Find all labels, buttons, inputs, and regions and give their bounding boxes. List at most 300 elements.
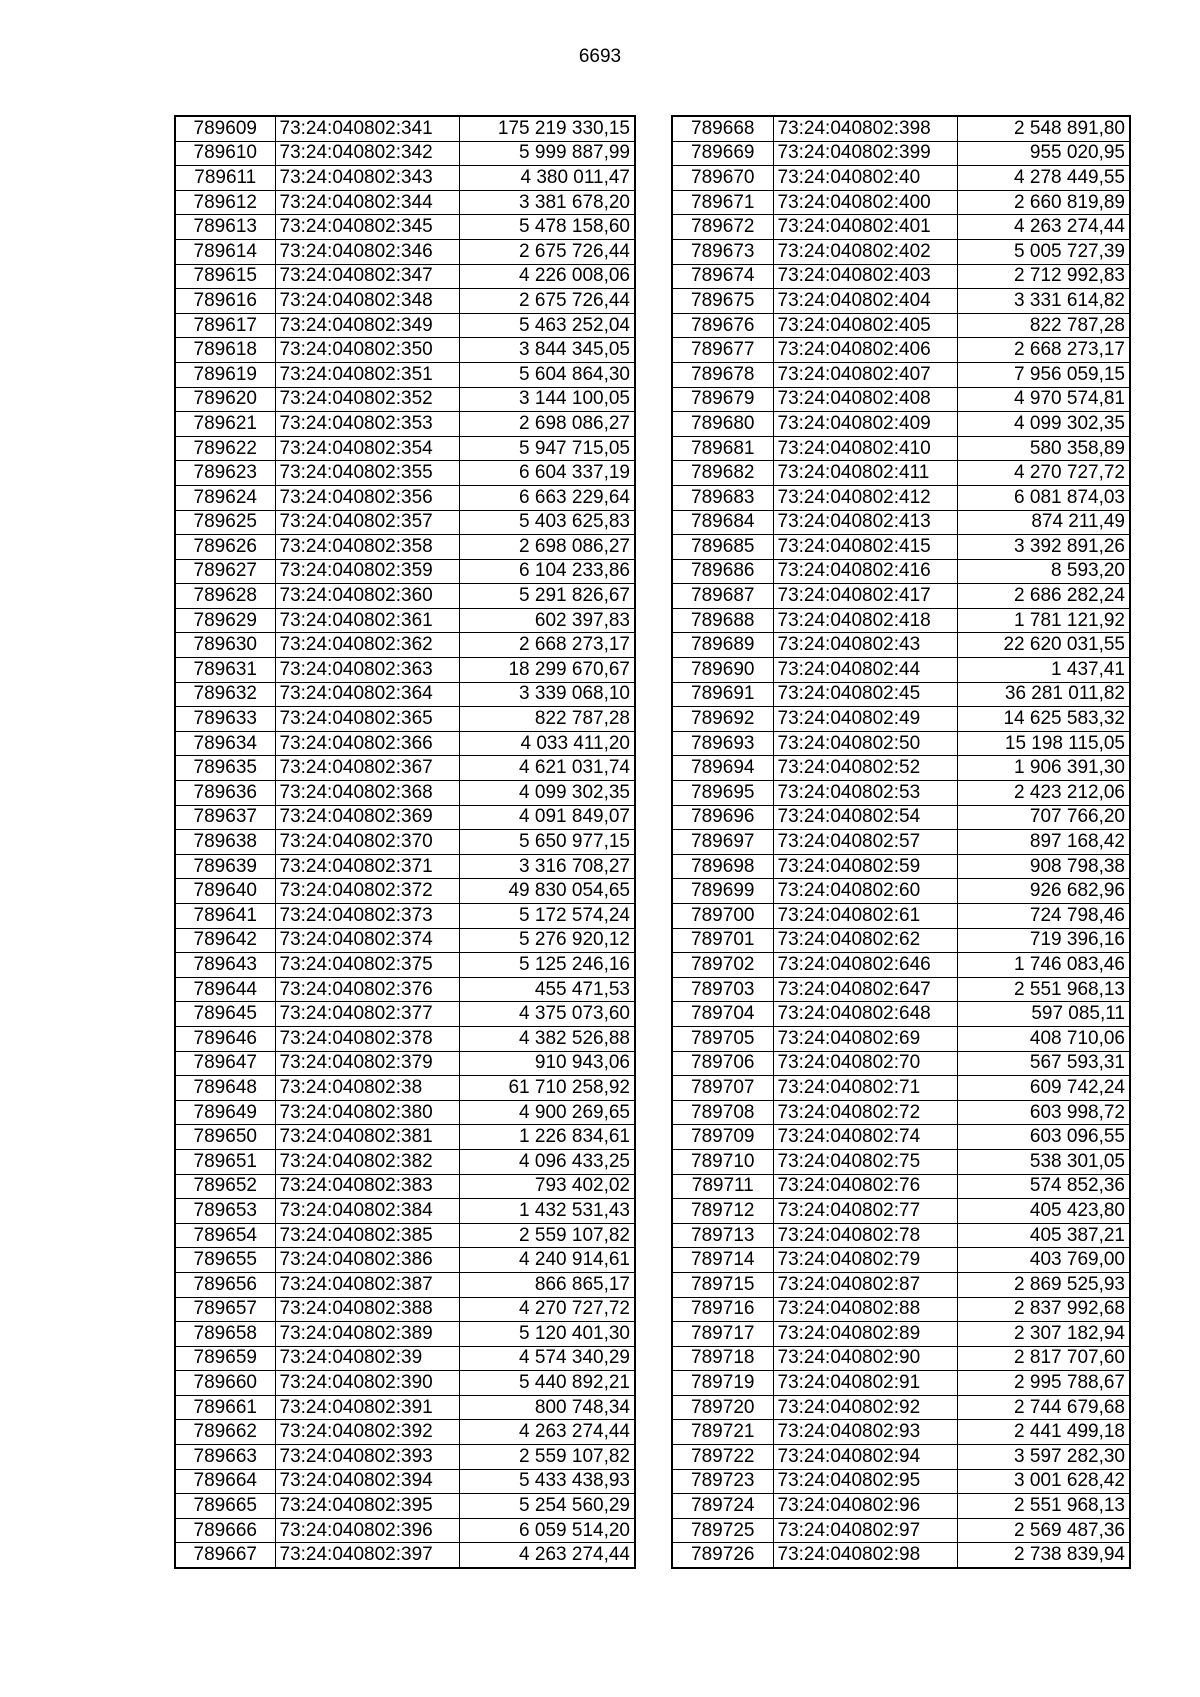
value-cell: 14 625 583,32 bbox=[957, 707, 1130, 732]
value-cell: 6 104 233,86 bbox=[459, 559, 635, 584]
table-row bbox=[672, 1395, 1130, 1420]
cadastral-number-cell: 73:24:040802:93 bbox=[773, 1420, 957, 1445]
row-number-cell: 789656 bbox=[175, 1272, 275, 1297]
table-row bbox=[672, 412, 1130, 437]
row-number-cell: 789680 bbox=[672, 412, 773, 437]
row-number-cell: 789696 bbox=[672, 805, 773, 830]
table-row bbox=[175, 461, 635, 486]
row-number-cell: 789699 bbox=[672, 879, 773, 904]
row-number-cell: 789648 bbox=[175, 1076, 275, 1101]
table-row bbox=[175, 731, 635, 756]
value-cell: 5 125 246,16 bbox=[459, 953, 635, 978]
table-row bbox=[175, 682, 635, 707]
table-row bbox=[672, 289, 1130, 314]
table-row bbox=[672, 928, 1130, 953]
cadastral-number-cell: 73:24:040802:40 bbox=[773, 166, 957, 191]
cadastral-number-cell: 73:24:040802:356 bbox=[275, 485, 459, 510]
value-cell: 874 211,49 bbox=[957, 510, 1130, 535]
value-cell: 724 798,46 bbox=[957, 904, 1130, 929]
cadastral-number-cell: 73:24:040802:365 bbox=[275, 707, 459, 732]
row-number-cell: 789670 bbox=[672, 166, 773, 191]
row-number-cell: 789701 bbox=[672, 928, 773, 953]
table-row bbox=[175, 190, 635, 215]
row-number-cell: 789726 bbox=[672, 1543, 773, 1568]
cadastral-number-cell: 73:24:040802:398 bbox=[773, 116, 957, 141]
cadastral-number-cell: 73:24:040802:364 bbox=[275, 682, 459, 707]
table-row bbox=[175, 239, 635, 264]
table-row bbox=[175, 1026, 635, 1051]
value-cell: 3 844 345,05 bbox=[459, 338, 635, 363]
row-number-cell: 789646 bbox=[175, 1026, 275, 1051]
cadastral-number-cell: 73:24:040802:61 bbox=[773, 904, 957, 929]
cadastral-number-cell: 73:24:040802:45 bbox=[773, 682, 957, 707]
row-number-cell: 789647 bbox=[175, 1051, 275, 1076]
table-row bbox=[175, 1420, 635, 1445]
row-number-cell: 789660 bbox=[175, 1371, 275, 1396]
table-row bbox=[175, 116, 635, 141]
row-number-cell: 789665 bbox=[175, 1494, 275, 1519]
table-row bbox=[672, 1223, 1130, 1248]
cadastral-number-cell: 73:24:040802:410 bbox=[773, 436, 957, 461]
table-row bbox=[672, 166, 1130, 191]
table-row bbox=[672, 658, 1130, 683]
table-row bbox=[672, 461, 1130, 486]
row-number-cell: 789713 bbox=[672, 1223, 773, 1248]
cadastral-number-cell: 73:24:040802:397 bbox=[275, 1543, 459, 1568]
row-number-cell: 789623 bbox=[175, 461, 275, 486]
cadastral-number-cell: 73:24:040802:52 bbox=[773, 756, 957, 781]
row-number-cell: 789678 bbox=[672, 362, 773, 387]
value-cell: 1 437,41 bbox=[957, 658, 1130, 683]
value-cell: 4 263 274,44 bbox=[459, 1543, 635, 1568]
row-number-cell: 789704 bbox=[672, 1002, 773, 1027]
value-cell: 2 675 726,44 bbox=[459, 239, 635, 264]
table-row bbox=[175, 510, 635, 535]
value-cell: 3 316 708,27 bbox=[459, 854, 635, 879]
cadastral-number-cell: 73:24:040802:360 bbox=[275, 584, 459, 609]
table-row bbox=[672, 1026, 1130, 1051]
row-number-cell: 789652 bbox=[175, 1174, 275, 1199]
table-row bbox=[175, 1445, 635, 1470]
value-cell: 2 423 212,06 bbox=[957, 781, 1130, 806]
row-number-cell: 789693 bbox=[672, 731, 773, 756]
cadastral-number-cell: 73:24:040802:648 bbox=[773, 1002, 957, 1027]
row-number-cell: 789651 bbox=[175, 1149, 275, 1174]
table-row bbox=[672, 904, 1130, 929]
row-number-cell: 789694 bbox=[672, 756, 773, 781]
cadastral-number-cell: 73:24:040802:370 bbox=[275, 830, 459, 855]
cadastral-number-cell: 73:24:040802:371 bbox=[275, 854, 459, 879]
table-row bbox=[175, 584, 635, 609]
value-cell: 4 240 914,61 bbox=[459, 1248, 635, 1273]
value-cell: 5 254 560,29 bbox=[459, 1494, 635, 1519]
row-number-cell: 789719 bbox=[672, 1371, 773, 1396]
table-row bbox=[175, 1051, 635, 1076]
table-row bbox=[672, 731, 1130, 756]
cadastral-number-cell: 73:24:040802:400 bbox=[773, 190, 957, 215]
table-row bbox=[175, 289, 635, 314]
value-cell: 3 339 068,10 bbox=[459, 682, 635, 707]
cadastral-number-cell: 73:24:040802:50 bbox=[773, 731, 957, 756]
row-number-cell: 789724 bbox=[672, 1494, 773, 1519]
table-row bbox=[672, 1371, 1130, 1396]
table-row bbox=[175, 166, 635, 191]
row-number-cell: 789717 bbox=[672, 1322, 773, 1347]
value-cell: 800 748,34 bbox=[459, 1395, 635, 1420]
value-cell: 405 423,80 bbox=[957, 1199, 1130, 1224]
value-cell: 602 397,83 bbox=[459, 608, 635, 633]
table-row bbox=[672, 190, 1130, 215]
cadastral-number-cell: 73:24:040802:409 bbox=[773, 412, 957, 437]
table-row bbox=[175, 1518, 635, 1543]
row-number-cell: 789614 bbox=[175, 239, 275, 264]
row-number-cell: 789631 bbox=[175, 658, 275, 683]
row-number-cell: 789633 bbox=[175, 707, 275, 732]
value-cell: 1 906 391,30 bbox=[957, 756, 1130, 781]
row-number-cell: 789637 bbox=[175, 805, 275, 830]
row-number-cell: 789684 bbox=[672, 510, 773, 535]
value-cell: 15 198 115,05 bbox=[957, 731, 1130, 756]
table-row bbox=[175, 658, 635, 683]
value-cell: 4 033 411,20 bbox=[459, 731, 635, 756]
row-number-cell: 789612 bbox=[175, 190, 275, 215]
table-row bbox=[672, 362, 1130, 387]
cadastral-number-cell: 73:24:040802:62 bbox=[773, 928, 957, 953]
cadastral-number-cell: 73:24:040802:348 bbox=[275, 289, 459, 314]
cadastral-number-cell: 73:24:040802:385 bbox=[275, 1223, 459, 1248]
table-row bbox=[175, 141, 635, 166]
row-number-cell: 789710 bbox=[672, 1149, 773, 1174]
row-number-cell: 789720 bbox=[672, 1395, 773, 1420]
table-row bbox=[175, 264, 635, 289]
table-row bbox=[672, 1051, 1130, 1076]
row-number-cell: 789716 bbox=[672, 1297, 773, 1322]
row-number-cell: 789626 bbox=[175, 535, 275, 560]
row-number-cell: 789686 bbox=[672, 559, 773, 584]
cadastral-number-cell: 73:24:040802:78 bbox=[773, 1223, 957, 1248]
cadastral-number-cell: 73:24:040802:43 bbox=[773, 633, 957, 658]
value-cell: 3 001 628,42 bbox=[957, 1469, 1130, 1494]
cadastral-number-cell: 73:24:040802:389 bbox=[275, 1322, 459, 1347]
value-cell: 5 276 920,12 bbox=[459, 928, 635, 953]
cadastral-number-cell: 73:24:040802:87 bbox=[773, 1272, 957, 1297]
cadastral-number-cell: 73:24:040802:416 bbox=[773, 559, 957, 584]
cadastral-number-cell: 73:24:040802:386 bbox=[275, 1248, 459, 1273]
table-row bbox=[672, 141, 1130, 166]
row-number-cell: 789613 bbox=[175, 215, 275, 240]
table-row bbox=[175, 953, 635, 978]
row-number-cell: 789669 bbox=[672, 141, 773, 166]
row-number-cell: 789673 bbox=[672, 239, 773, 264]
value-cell: 4 270 727,72 bbox=[957, 461, 1130, 486]
table-row bbox=[175, 338, 635, 363]
cadastral-number-cell: 73:24:040802:406 bbox=[773, 338, 957, 363]
cadastral-number-cell: 73:24:040802:380 bbox=[275, 1100, 459, 1125]
cadastral-number-cell: 73:24:040802:363 bbox=[275, 658, 459, 683]
value-cell: 2 698 086,27 bbox=[459, 412, 635, 437]
value-cell: 2 668 273,17 bbox=[459, 633, 635, 658]
row-number-cell: 789643 bbox=[175, 953, 275, 978]
row-number-cell: 789677 bbox=[672, 338, 773, 363]
table-row bbox=[672, 1149, 1130, 1174]
value-cell: 455 471,53 bbox=[459, 977, 635, 1002]
value-cell: 926 682,96 bbox=[957, 879, 1130, 904]
cadastral-number-cell: 73:24:040802:379 bbox=[275, 1051, 459, 1076]
cadastral-table-left bbox=[174, 115, 636, 1569]
cadastral-number-cell: 73:24:040802:395 bbox=[275, 1494, 459, 1519]
table-row bbox=[672, 1420, 1130, 1445]
row-number-cell: 789634 bbox=[175, 731, 275, 756]
table-row bbox=[175, 1100, 635, 1125]
table-row bbox=[175, 854, 635, 879]
table-row bbox=[672, 1002, 1130, 1027]
row-number-cell: 789622 bbox=[175, 436, 275, 461]
value-cell: 2 738 839,94 bbox=[957, 1543, 1130, 1568]
table-row bbox=[672, 1322, 1130, 1347]
row-number-cell: 789662 bbox=[175, 1420, 275, 1445]
table-row bbox=[672, 1100, 1130, 1125]
cadastral-number-cell: 73:24:040802:394 bbox=[275, 1469, 459, 1494]
value-cell: 1 781 121,92 bbox=[957, 608, 1130, 633]
cadastral-number-cell: 73:24:040802:401 bbox=[773, 215, 957, 240]
row-number-cell: 789697 bbox=[672, 830, 773, 855]
cadastral-number-cell: 73:24:040802:407 bbox=[773, 362, 957, 387]
table-row bbox=[175, 559, 635, 584]
row-number-cell: 789689 bbox=[672, 633, 773, 658]
table-row bbox=[672, 1076, 1130, 1101]
cadastral-number-cell: 73:24:040802:90 bbox=[773, 1346, 957, 1371]
cadastral-number-cell: 73:24:040802:354 bbox=[275, 436, 459, 461]
value-cell: 5 172 574,24 bbox=[459, 904, 635, 929]
row-number-cell: 789644 bbox=[175, 977, 275, 1002]
row-number-cell: 789640 bbox=[175, 879, 275, 904]
table-row bbox=[672, 608, 1130, 633]
table-row bbox=[672, 338, 1130, 363]
table-row bbox=[672, 584, 1130, 609]
cadastral-number-cell: 73:24:040802:396 bbox=[275, 1518, 459, 1543]
row-number-cell: 789698 bbox=[672, 854, 773, 879]
table-row bbox=[175, 485, 635, 510]
value-cell: 6 059 514,20 bbox=[459, 1518, 635, 1543]
row-number-cell: 789671 bbox=[672, 190, 773, 215]
value-cell: 822 787,28 bbox=[459, 707, 635, 732]
value-cell: 2 744 679,68 bbox=[957, 1395, 1130, 1420]
row-number-cell: 789672 bbox=[672, 215, 773, 240]
table-row bbox=[672, 756, 1130, 781]
cadastral-number-cell: 73:24:040802:404 bbox=[773, 289, 957, 314]
value-cell: 910 943,06 bbox=[459, 1051, 635, 1076]
table-row bbox=[672, 1543, 1130, 1568]
row-number-cell: 789611 bbox=[175, 166, 275, 191]
table-row bbox=[672, 707, 1130, 732]
table-body bbox=[672, 116, 1130, 1568]
value-cell: 2 698 086,27 bbox=[459, 535, 635, 560]
table-row bbox=[175, 633, 635, 658]
value-cell: 49 830 054,65 bbox=[459, 879, 635, 904]
row-number-cell: 789700 bbox=[672, 904, 773, 929]
table-row bbox=[672, 1297, 1130, 1322]
row-number-cell: 789625 bbox=[175, 510, 275, 535]
row-number-cell: 789695 bbox=[672, 781, 773, 806]
row-number-cell: 789639 bbox=[175, 854, 275, 879]
value-cell: 2 712 992,83 bbox=[957, 264, 1130, 289]
value-cell: 1 432 531,43 bbox=[459, 1199, 635, 1224]
table-row bbox=[175, 1297, 635, 1322]
row-number-cell: 789690 bbox=[672, 658, 773, 683]
table-row bbox=[672, 1494, 1130, 1519]
cadastral-number-cell: 73:24:040802:70 bbox=[773, 1051, 957, 1076]
table-row bbox=[175, 1543, 635, 1568]
value-cell: 609 742,24 bbox=[957, 1076, 1130, 1101]
row-number-cell: 789617 bbox=[175, 313, 275, 338]
row-number-cell: 789685 bbox=[672, 535, 773, 560]
row-number-cell: 789636 bbox=[175, 781, 275, 806]
table-row bbox=[672, 1125, 1130, 1150]
value-cell: 793 402,02 bbox=[459, 1174, 635, 1199]
cadastral-number-cell: 73:24:040802:387 bbox=[275, 1272, 459, 1297]
table-row bbox=[672, 387, 1130, 412]
cadastral-number-cell: 73:24:040802:59 bbox=[773, 854, 957, 879]
cadastral-number-cell: 73:24:040802:413 bbox=[773, 510, 957, 535]
cadastral-number-cell: 73:24:040802:77 bbox=[773, 1199, 957, 1224]
table-row bbox=[175, 1248, 635, 1273]
value-cell: 405 387,21 bbox=[957, 1223, 1130, 1248]
cadastral-number-cell: 73:24:040802:49 bbox=[773, 707, 957, 732]
value-cell: 3 144 100,05 bbox=[459, 387, 635, 412]
value-cell: 5 999 887,99 bbox=[459, 141, 635, 166]
row-number-cell: 789683 bbox=[672, 485, 773, 510]
value-cell: 4 375 073,60 bbox=[459, 1002, 635, 1027]
value-cell: 6 663 229,64 bbox=[459, 485, 635, 510]
row-number-cell: 789659 bbox=[175, 1346, 275, 1371]
table-row bbox=[672, 535, 1130, 560]
value-cell: 5 604 864,30 bbox=[459, 362, 635, 387]
cadastral-number-cell: 73:24:040802:341 bbox=[275, 116, 459, 141]
value-cell: 822 787,28 bbox=[957, 313, 1130, 338]
cadastral-table-right bbox=[671, 115, 1131, 1569]
cadastral-number-cell: 73:24:040802:75 bbox=[773, 1149, 957, 1174]
row-number-cell: 789681 bbox=[672, 436, 773, 461]
row-number-cell: 789723 bbox=[672, 1469, 773, 1494]
row-number-cell: 789628 bbox=[175, 584, 275, 609]
cadastral-number-cell: 73:24:040802:97 bbox=[773, 1518, 957, 1543]
table-row bbox=[175, 1199, 635, 1224]
table-row bbox=[672, 1174, 1130, 1199]
table-row bbox=[175, 879, 635, 904]
row-number-cell: 789709 bbox=[672, 1125, 773, 1150]
table-row bbox=[175, 1002, 635, 1027]
value-cell: 2 686 282,24 bbox=[957, 584, 1130, 609]
cadastral-number-cell: 73:24:040802:69 bbox=[773, 1026, 957, 1051]
cadastral-number-cell: 73:24:040802:390 bbox=[275, 1371, 459, 1396]
row-number-cell: 789615 bbox=[175, 264, 275, 289]
table-row bbox=[672, 1445, 1130, 1470]
cadastral-number-cell: 73:24:040802:418 bbox=[773, 608, 957, 633]
row-number-cell: 789718 bbox=[672, 1346, 773, 1371]
cadastral-number-cell: 73:24:040802:377 bbox=[275, 1002, 459, 1027]
cadastral-number-cell: 73:24:040802:346 bbox=[275, 239, 459, 264]
row-number-cell: 789691 bbox=[672, 682, 773, 707]
row-number-cell: 789706 bbox=[672, 1051, 773, 1076]
table-row bbox=[672, 953, 1130, 978]
value-cell: 8 593,20 bbox=[957, 559, 1130, 584]
cadastral-number-cell: 73:24:040802:368 bbox=[275, 781, 459, 806]
table-row bbox=[175, 387, 635, 412]
value-cell: 5 440 892,21 bbox=[459, 1371, 635, 1396]
value-cell: 2 675 726,44 bbox=[459, 289, 635, 314]
value-cell: 22 620 031,55 bbox=[957, 633, 1130, 658]
table-body bbox=[175, 116, 635, 1568]
value-cell: 4 091 849,07 bbox=[459, 805, 635, 830]
row-number-cell: 789675 bbox=[672, 289, 773, 314]
value-cell: 408 710,06 bbox=[957, 1026, 1130, 1051]
table-row bbox=[175, 928, 635, 953]
value-cell: 18 299 670,67 bbox=[459, 658, 635, 683]
table-row bbox=[672, 854, 1130, 879]
value-cell: 4 278 449,55 bbox=[957, 166, 1130, 191]
cadastral-number-cell: 73:24:040802:54 bbox=[773, 805, 957, 830]
table-row bbox=[175, 412, 635, 437]
table-row bbox=[672, 1248, 1130, 1273]
value-cell: 719 396,16 bbox=[957, 928, 1130, 953]
value-cell: 955 020,95 bbox=[957, 141, 1130, 166]
value-cell: 4 096 433,25 bbox=[459, 1149, 635, 1174]
cadastral-number-cell: 73:24:040802:91 bbox=[773, 1371, 957, 1396]
page-number: 6693 bbox=[578, 46, 622, 67]
table-row bbox=[175, 830, 635, 855]
cadastral-number-cell: 73:24:040802:76 bbox=[773, 1174, 957, 1199]
table-row bbox=[175, 1174, 635, 1199]
table-row bbox=[175, 707, 635, 732]
row-number-cell: 789715 bbox=[672, 1272, 773, 1297]
table-row bbox=[175, 756, 635, 781]
row-number-cell: 789650 bbox=[175, 1125, 275, 1150]
value-cell: 2 837 992,68 bbox=[957, 1297, 1130, 1322]
value-cell: 3 381 678,20 bbox=[459, 190, 635, 215]
value-cell: 4 270 727,72 bbox=[459, 1297, 635, 1322]
cadastral-number-cell: 73:24:040802:399 bbox=[773, 141, 957, 166]
value-cell: 403 769,00 bbox=[957, 1248, 1130, 1273]
table-row bbox=[672, 633, 1130, 658]
value-cell: 574 852,36 bbox=[957, 1174, 1130, 1199]
cadastral-number-cell: 73:24:040802:362 bbox=[275, 633, 459, 658]
row-number-cell: 789711 bbox=[672, 1174, 773, 1199]
cadastral-number-cell: 73:24:040802:367 bbox=[275, 756, 459, 781]
cadastral-number-cell: 73:24:040802:347 bbox=[275, 264, 459, 289]
table-row bbox=[672, 436, 1130, 461]
table-row bbox=[175, 313, 635, 338]
value-cell: 1 746 083,46 bbox=[957, 953, 1130, 978]
value-cell: 7 956 059,15 bbox=[957, 362, 1130, 387]
cadastral-number-cell: 73:24:040802:374 bbox=[275, 928, 459, 953]
row-number-cell: 789688 bbox=[672, 608, 773, 633]
table-row bbox=[175, 1469, 635, 1494]
table-row bbox=[672, 485, 1130, 510]
value-cell: 6 604 337,19 bbox=[459, 461, 635, 486]
value-cell: 538 301,05 bbox=[957, 1149, 1130, 1174]
table-row bbox=[672, 781, 1130, 806]
value-cell: 4 099 302,35 bbox=[957, 412, 1130, 437]
value-cell: 567 593,31 bbox=[957, 1051, 1130, 1076]
cadastral-number-cell: 73:24:040802:405 bbox=[773, 313, 957, 338]
value-cell: 5 120 401,30 bbox=[459, 1322, 635, 1347]
row-number-cell: 789629 bbox=[175, 608, 275, 633]
table-row bbox=[672, 1518, 1130, 1543]
value-cell: 6 081 874,03 bbox=[957, 485, 1130, 510]
table-row bbox=[672, 239, 1130, 264]
cadastral-number-cell: 73:24:040802:344 bbox=[275, 190, 459, 215]
table-row bbox=[672, 215, 1130, 240]
